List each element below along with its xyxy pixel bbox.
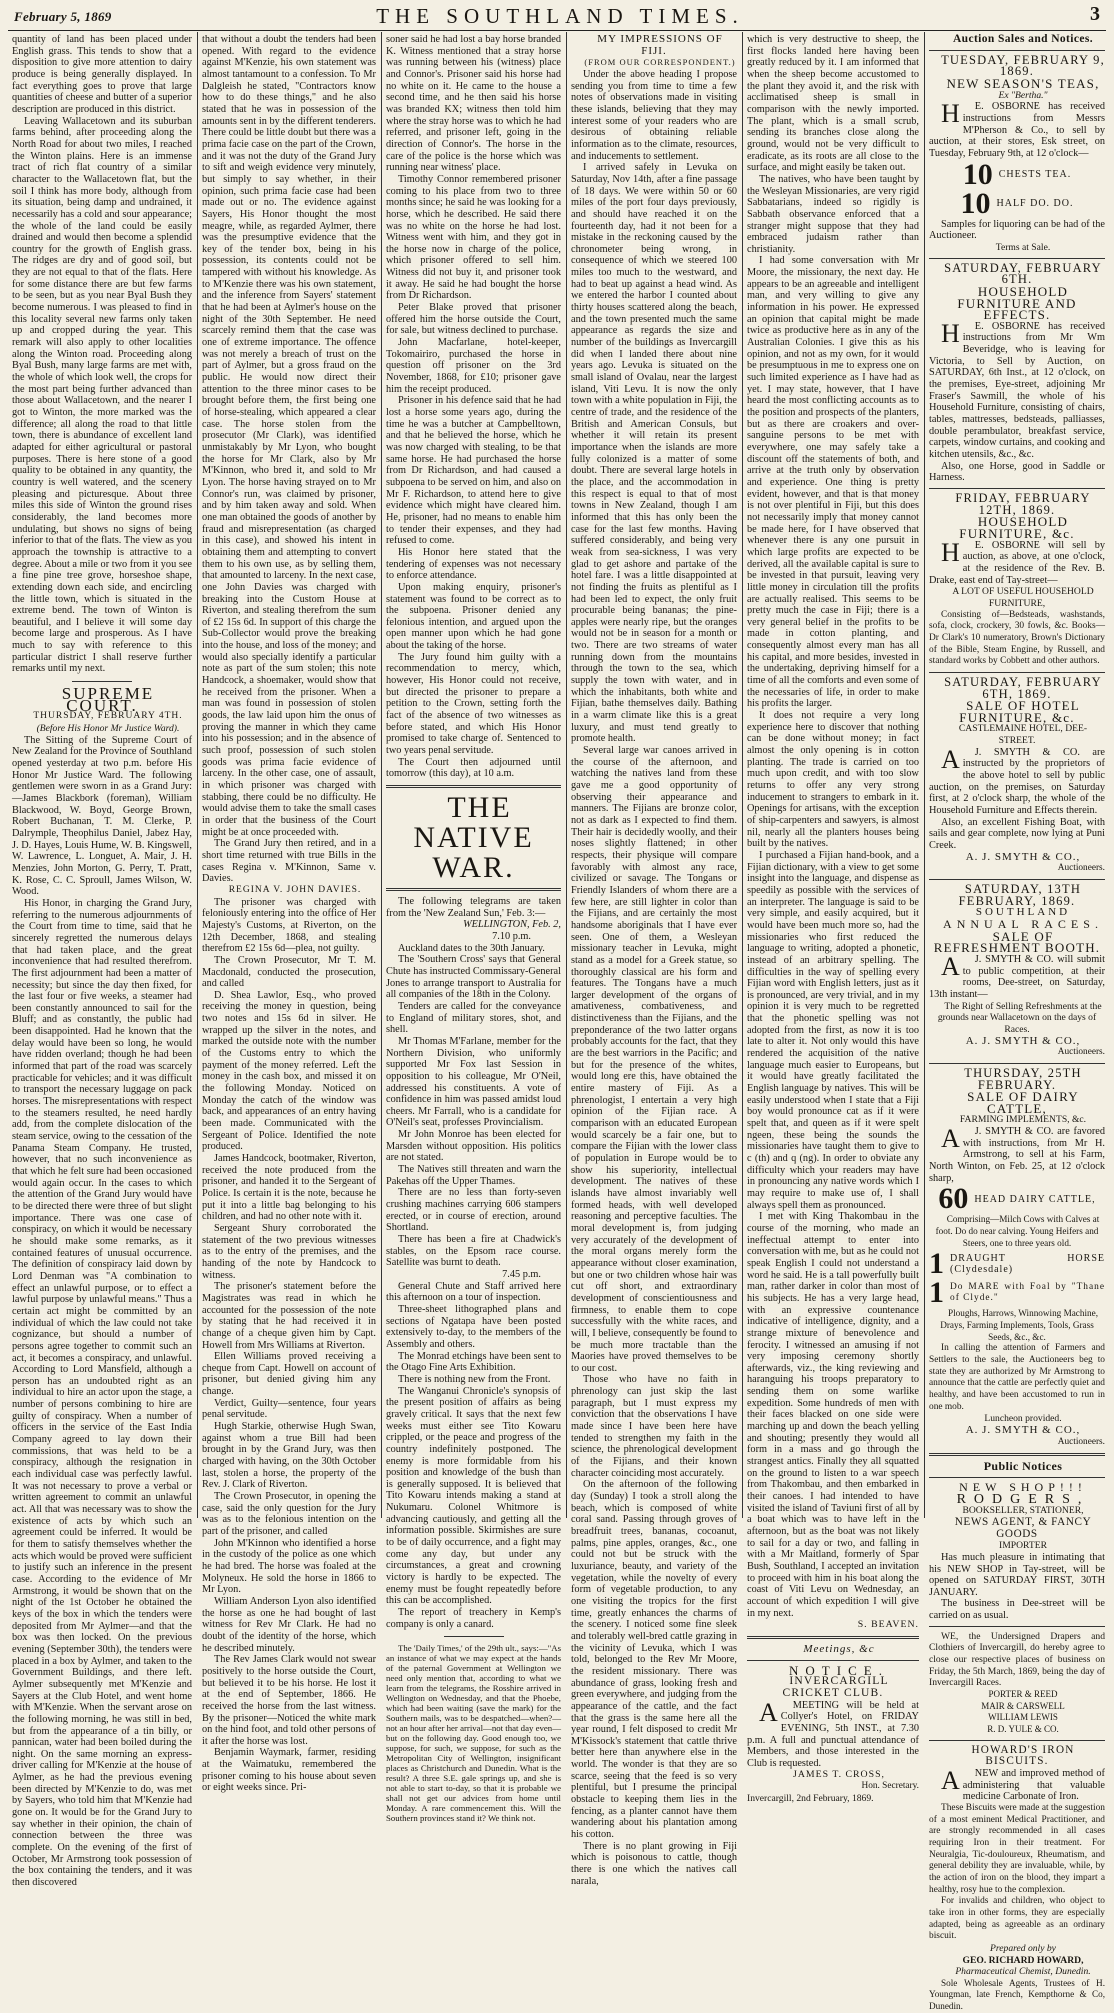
article-paragraph: The prisoner was charged with feloniously entering into the office of Her Majesty's Customs, at Riverton, on the 12th December, 1868, and stealing therefrom £2 15s 6d—plea, not guilty. (202, 896, 376, 955)
column-6-advertisements (929, 33, 1105, 2012)
article-paragraph: There is no plant growing in Fiji which is poisonous to cattle, though there is one which the natives call narala, (571, 1840, 737, 1887)
shop-name: RODGERS, (956, 1491, 1090, 1507)
case-heading: REGINA V. JOHN DAVIES. (228, 884, 362, 895)
drapers-name: WILLIAM LEWIS (988, 1712, 1058, 1723)
ad-body: Has much pleasure in intimating that his NEW SHOP in Tay-street, will be opened on SATURDAY FIRST, 30TH JANUARY. (929, 1551, 1105, 1598)
article-paragraph: Sergeant Shury corroborated the statement of the two previous witnesses as to the entry of the premises, and the handing of the note by Handcock to witness. (202, 1222, 376, 1281)
drop-cap: A (941, 1124, 960, 1154)
column-divider (381, 32, 382, 1518)
ad-title: SALE OF REFRESHMENT BOOTH. (933, 928, 1101, 956)
ad-title: HOWARD'S IRON BISCUITS. (971, 1743, 1075, 1768)
ad-body: H E. OSBORNE will sell by auction, as above, at one o'clock, at the residence of the Rev. B. Drake, east end of Tay-street— (929, 537, 1105, 586)
column-divider (742, 32, 743, 1518)
ad-note: The business in Dee-street will be carried on as usual. (929, 1598, 1105, 1622)
article-paragraph: I had some conversation with Mr Moore, the missionary, the next day. He appears to be an agreeable and intelligent man, and very willing to give any information in his power. He expressed an opinion that capital might be made twice as productive here as in any of the Australian Colonies. I give this as his opinion, and not as my own, for it would be presumptuous in me to express one on such limited experience as I have had as yet. I may state, however, that I have heard the most conflicting accounts as to the position and prospects of the planters, but as there are croakers and over-sanguine persons to be met with everywhere, one may safely take a discount off the statements of both, and arrive at the truth only by observation and experience. One thing is pretty evident, however, and that is that money is not over plentiful in Fiji, but this does not necessarily imply that money cannot be made here, for I have observed that whenever there is any one pursuit in which large profits are expected to be derived, all the available capital is sure to be invested in that pursuit, leaving very little money in circulation till the profits are actually realised. This seems to be pretty much the case in Fiji; there is a very general belief in the profits to be made in cotton planting, and consequently almost every man has all his capital, and more besides, invested in the undertaking, depriving himself for a time of all the comforts and even some of the necessaries of life, in order to make his profits the larger. (747, 255, 919, 710)
dateline-time: 7.45 p.m. (502, 1269, 541, 1280)
ad-list: Consisting of—Bedsteads, washstands, sofa, clock, crockery, 30 fowls, &c. Books—Dr Clark's 10 numeratory, Brown's Dictionary of the Bible, Steam Engine, by Russell, and standard works by Cobbett and other authors. (929, 609, 1105, 667)
drapers-name: PORTER & REED (988, 1689, 1058, 1700)
drop-cap: H (941, 537, 960, 567)
ad-date: SATURDAY, FEBRUARY 6TH, 1869. (944, 674, 1102, 701)
article-paragraph: There are no less than forty-seven crushing machines carrying 606 stampers erected, or in course of erection, around Shortland. (386, 1187, 561, 1234)
column-divider (924, 32, 925, 1518)
article-paragraph: The prisoner's statement before the Magistrates was read in which he accounted for the possession of the note by stating that he had received it in change of a cheque given him by Capt. Howell from Mrs Williams at Riverton. (202, 1281, 376, 1351)
article-paragraph: The following telegrams are taken from the 'New Zealand Sun,' Feb. 3:— (386, 896, 561, 919)
divider (72, 681, 132, 682)
ad-terms: Terms at Sale. (995, 241, 1051, 253)
article-paragraph: The Crown Prosecutor, Mr T. M. Macdonald, conducted the prosecution, and called (202, 954, 376, 990)
article-paragraph: Three-sheet lithographed plans and sections of Ngatapa have been posted extensively to-day, to the members of the Assembly and others. (386, 1303, 561, 1350)
dateline-time: 7.10 p.m. (492, 930, 531, 942)
ad-note: Also, an excellent Fishing Boat, with sails and gear complete, now lying at Puni Creek. (929, 816, 1105, 852)
cricket-notice: A MEETING will be held at Collyer's Hotel, on FRIDAY EVENING, 5th INST., at 7.30 p.m. A full and punctual attendance of Members, and those interested in the Club is requested. (747, 1697, 919, 1769)
column-divider (566, 32, 567, 1518)
column-5 (747, 34, 919, 1804)
ad-item: The Right of Selling Refreshments at the grounds near Wallacetown on the days of Races. (937, 1000, 1102, 1035)
article-paragraph: His Honor here stated that the tendering of expenses was not necessary to enforce attendance. (386, 546, 561, 582)
ad-note: Luncheon provided. (984, 1413, 1062, 1425)
article-paragraph: Hugh Starkie, otherwise Hugh Swan, against whom a true Bill had been brought in by the Grand Jury, was then charged with having, on the 30th October last, stolen a horse, the property of the Rev. J. Clark of Riverton. (202, 1421, 376, 1491)
lot-line: 60 HEAD DAIRY CATTLE, (938, 1182, 1096, 1216)
author-signature: S. BEAVEN. (857, 1619, 919, 1631)
auctioneer-name: A. J. SMYTH & CO., (965, 1423, 1081, 1436)
drop-cap: A (941, 1766, 960, 1795)
shop-title: NEW SHOP!!! (959, 1479, 1087, 1494)
ad-body: For invalids and children, who object to take iron in other forms, they are especially adapted, being as agreeable as an ordinary biscuit. (929, 1896, 1105, 1942)
meetings-heading: Meetings, &c (803, 1642, 875, 1655)
column-3 (386, 34, 562, 1824)
article-paragraph: Benjamin Waymark, farmer, residing at the Waimatuku, remembered the prisoner coming to his house about seven or eight weeks since. Pri- (202, 1747, 376, 1794)
ad-agents: Sole Wholesale Agents, Trustees of H. Youngman, late French, Kempthorne & Co, Dunedin. (929, 1977, 1105, 2012)
article-paragraph: Upon making enquiry, prisoner's statement was found to be correct as to the subpoena. Prisoner denied any felonious intention, and argued upon the open manner upon which he had gone about the taking of the horse. (386, 581, 561, 652)
divider (747, 1636, 919, 1639)
divider (929, 1477, 1105, 1478)
drop-cap: H (941, 318, 960, 348)
article-paragraph: The Natives still threaten and warn the Pakehas off the Upper Thames. (386, 1164, 561, 1187)
article-paragraph: quantity of land has been placed under English grass. This tends to show that a disposition to give more attention to dairy produce is being generally displayed. In fact everything goes to prove that large quantities of cheese and butter of a superior description are produced in this district. (12, 34, 192, 115)
section-heading: MY IMPRESSIONS OF FIJI. (597, 33, 723, 57)
ad-body: H E. OSBORNE has received instructions from Messrs M'Pherson & Co., to sell by auction, at their stores, Esk street, on Tuesday, February 9th, at 12 o'clock— (929, 99, 1105, 159)
article-paragraph: The Jury found him guilty with a recommendation to mercy, which, however, His Honor could not receive, but directed the prisoner to prepare a petition to the Crown, setting forth the fact of the absence of two witnesses as before stated, and which His Honor promised to take charge of. Sentenced to two years penal servitude. (386, 651, 561, 757)
article-paragraph: It does not require a very long experience here to discover that nothing can be done without money; in fact almost the only opening is in cotton planting. The trade is carried on too much upon credit, and with too slow returns to offer any very strong inducement to strangers to embark in it. Openings for artisans, with the exception of ship-carpenters and sawyers, is almost nil, nearly all the planters houses being built by the natives. (747, 710, 919, 850)
dateline: WELLINGTON, Feb. 2, (463, 919, 561, 931)
article-paragraph: The Monrad etchings have been sent to the Otago Fine Arts Exhibition. (386, 1350, 561, 1374)
ad-body: H E. OSBORNE has received instructions from Mr Wm Beveridge, who is leaving for Victoria, to Sell by Auction, on SATURDAY, 6th Inst., at 12 o'clock, on the premises, Eye-street, adjoining Mr Fraser's Sawmill, the whole of his Household Furniture, consisting of chairs, tables, mattresses, bedsteads, palliasses, double perambulator, breakfast service, carpets, window curtains, and cooking and kitchen utensils, &c., &c. (929, 318, 1105, 461)
article-paragraph: that without a doubt the tenders had been opened. With regard to the evidence against M'Kenzie, his own statement was almost tantamount to a confession. To Mr Dalgleish he stated, "Contractors know how to do these things," and he also stated that he was in possession of the amounts sent in by the different tenderers. There could be little doubt but there was a prima facie case on the part of the Crown, and it was not the duty of the Grand Jury to sift and weigh evidence very minutely, but simply to say whether, in their opinion, such prima facie case had been made out or no. The evidence against Sayers, His Honor thought the most meagre, while, as regarded Aylmer, there was the presumptive evidence that the key of the tender box, being in his possession, its contents could not be tampered with without his knowledge. As to M'Kenzie there was his own statement, and the inference from Sayers' statement that he had been at Aylmer's house on the night of the 30th September. He need scarcely remind them that the case was one of extreme importance. The offence was not merely a breach of trust on the part of Aylmer, but a gross fraud on the public. He would now direct their attention to the three minor cases to be brought before them, the first being one of horse-stealing, which appeared a clear case. The horse stolen from the prosecutor (Mr Clark), was identified unmistakably by Mr Lyon, who bought the horse for Mr Clark, also by Mr M'Kinnon, who bred it, and sold to Mr Lyon. The horse having strayed on to Mr Connor's run, was claimed by prisoner, and by him taken away and sold. When one man obtained the goods of another by fraud and misrepresentation (as charged in this case), and showed his intent in obtaining them and attempting to convert them to his own use, as by selling them, that amounted to larceny. In the next case, one John Davies was charged with breaking into the Custom House at Riverton, and stealing therefrom the sum of £2 15s 6d. In support of this charge the Sub-Collector would prove the breaking into the house, and loss of the money; and would also specially identify a particular note as part of the sum stolen; this note Handcock, a shoemaker, would show that he received from the prisoner. When a man was found in possession of stolen goods, the law laid upon him the onus of proving the manner in which they came into his possession; and in the absence of such proof, possession of such stolen goods was prima facie evidence of larceny. In the other case, one of assault, in which prisoner was charged with stabbing, there could be no difficulty. He would advise them to take the small cases in order that the business of the Court might be at once proceeded with. (202, 34, 376, 838)
divider (929, 1063, 1105, 1064)
ad-body: A J. SMYTH & CO. will submit to public competition, at their rooms, Dee-street, on Saturday, 13th instant— (929, 951, 1105, 1000)
section-heading: Public Notices (983, 1459, 1063, 1474)
ad-body: These Biscuits were made at the suggestion of a most eminent Medical Practitioner, and are strongly recommended in all cases requiring Iron in their treatment. For Neuralgia, Tic-douloureux, Rheumatism, and general debility they are invaluable, while, by the action of iron on the blood, they impart a healthy, rosy hue to the complexion. (929, 1802, 1105, 1895)
ad-subtitle: Ex "Bertha." (998, 89, 1048, 101)
ad-title: NEW SEASON'S TEAS, (946, 75, 1100, 91)
article-paragraph: Ellen Williams proved receiving a cheque from Capt. Howell on account of prisoner, but denied giving him any change. (202, 1351, 376, 1398)
cricket-date: Invercargill, 2nd February, 1869. (747, 1792, 874, 1804)
auctioneer-role: Auctioneers. (1057, 863, 1105, 874)
ad-note: Also, one Horse, good in Saddle or Harness. (929, 460, 1105, 484)
ad-title: SOUTHLAND (975, 906, 1071, 919)
divider (929, 50, 1105, 51)
ad-title: SALE OF DAIRY CATTLE, (967, 1089, 1079, 1116)
ad-body: A NEW and improved method of administering that valuable medicine Carbonate of Iron. (929, 1768, 1105, 1803)
auctioneer-name: A. J. SMYTH & CO., (965, 850, 1081, 863)
article-paragraph: The report of treachery in Kemp's company is only a canard. (386, 1607, 561, 1630)
column-2 (202, 34, 377, 1794)
article-paragraph: Timothy Connor remembered prisoner coming to his place from two to three months since; he said he was looking for a horse, which he described. He said there was no white on the horse he had lost. Witness went with him, and they got in the horse now in charge of the police, which prisoner offered to sell him. Witness did not buy it, and prisoner took it away. He said he had bought the horse from Dr Richardson. (386, 173, 562, 302)
ad-body: A J. SMYTH & CO. are instructed by the proprietors of the above hotel to sell by public auction, on the premises, on Saturday first, at 2 o'clock sharp, the whole of the Household Furniture and Effects therein. (929, 744, 1105, 817)
column-divider (197, 32, 198, 1518)
article-paragraph: Prisoner in his defence said that he had lost a horse some years ago, during the time he was a butcher at Campbelltown, and that he believed the horse, which he was now charged with stealing, to be that same horse. He had purchased the horse from Dr Richardson, and had caused a subpoena to be served on him, and also on Mr F. Richardson, to attend here to give evidence which might have cleared him. He, prisoner, had no means to enable him to tender their expenses, and they had refused to come. (386, 395, 561, 547)
drop-cap: A (759, 1697, 778, 1727)
article-paragraph: There has been a fire at Chadwick's stables, on the Epsom race course. Satellite was burnt to death. (386, 1234, 561, 1269)
ad-note: Prepared only by (990, 1942, 1056, 1954)
article-paragraph: William Anderson Lyon also identified the horse as one he had bought of last witness for Rev Mr Clark. He had no doubt of the identity of the horse, which he described minutely. (202, 1595, 376, 1654)
ad-note: In calling the attention of Farmers and Settlers to the sale, the Auctioneers beg to state they are authorized by Mr Armstrong to announce that the cattle are perfectly quiet and healthy, and have been accustomed to run in one mob. (929, 1343, 1105, 1412)
divider (929, 672, 1105, 673)
ad-note: Samples for liquoring can be had of the Auctioneer. (929, 218, 1105, 242)
section-heading: THE NATIVE WAR. (413, 791, 534, 884)
article-paragraph: I met with King Thakombau in the course of the morning, who made an ineffectual attempt to enter into conversation with me, but as he could not speak English I could not understand a word he said. He is a tall powerfully built man, rather darker in color than most of his subjects. He has a very large head, with an expressive countenance indicative of intelligence, dignity, and a strange mixture of benevolence and ferocity. I witnessed an amusing if not very imposing ceremony shortly afterwards, viz., the king reviewing and haranguing his troops preparatory to sending them on some warlike expedition. Some hundreds of men with their faces blacked on one side were marching up and down the beach yelling and shouting; presently they would all form in a mass and go through the strangest antics. Finally they all squatted on the ground to listen to a war speech from Thakombau, and then embarked in their canoes. I had intended to have visited the island of Taviuni first of all by a boat which was to have left in the afternoon, but as the boat was not likely to sail for a day or two, and falling in with a Mr Maitland, formerly of Spar Bush, Southland, I accepted an invitation to proceed with him in his boat along the coast of Viti Levu on Wednesday, an account of which expedition I will give in my next. (747, 1211, 919, 1619)
lot-line: 10 CHESTS TEA. (962, 157, 1072, 191)
article-paragraph: Under the above heading I propose sending you from time to time a few notes of observations made in visiting these islands, believing that they may interest some of your readers who are desirous of obtaining reliable information as to the climate, resources, and inducements to settlement. (571, 68, 737, 162)
lot-line: 1 DRAUGHT HORSE (Clydesdale) (929, 1247, 1105, 1281)
ad-subtitle: CASTLEMAINE HOTEL, DEE-STREET. (958, 723, 1088, 747)
divider (386, 785, 561, 788)
ad-title: ANNUAL RACES. (943, 916, 1103, 931)
shop-subtitle: BOOKSELLER, STATIONER, (962, 1505, 1084, 1517)
cricket-heading: INVERCARGILL CRICKET CLUB. (782, 1675, 889, 1699)
article-paragraph: The Wanganui Chronicle's synopsis of the present position of affairs as being gravely critical. It says that the next few weeks must either see Tito Kowaru crippled, or the peace and progress of the country indefinitely postponed. The enemy is more formidable from his position and knowledge of the bush than is generally supposed. It is believed that Tito Kowaru intends making a stand at Nukumaru. Colonel Whitmore is advancing cautiously, and getting all the information possible. Skirmishes are sure to be of daily occurrence, and a fight may come any day, but under any circumstances, a great and crowning victory is hardly to be expected. The enemy must be fought repeatedly before this can be accomplished. (386, 1385, 561, 1607)
court-before: (Before His Honor Mr Justice Ward). (36, 723, 180, 735)
article-paragraph: John Macfarlane, hotel-keeper, Tokomairiro, purchased the horse in question off prisoner on the 3rd November, 1868, for £10; prisoner gave him the receipt produced. (386, 337, 561, 395)
drop-cap: A (941, 744, 960, 774)
divider (929, 258, 1105, 259)
ad-date: SATURDAY, 13TH FEBRUARY, 1869. (958, 882, 1082, 908)
auctioneer-role: Auctioneers. (1057, 1436, 1105, 1447)
ad-list: Comprising—Milch Cows with Calves at foot. Do do near calving. Young Heifers and Steers, one to three years old. (935, 1214, 1100, 1248)
divider (929, 488, 1105, 489)
ad-date: SATURDAY, FEBRUARY 6TH. (944, 260, 1102, 287)
ad-list: Ploughs, Harrows, Winnowing Machine, Drays, Farming Implements, Tools, Grass Seeds, &c., &c. (940, 1308, 1099, 1342)
article-paragraph: General Chute and Staff arrived here this afternoon on a tour of inspection. (386, 1280, 561, 1304)
column-4 (571, 33, 737, 1887)
ad-lot: A LOT OF USEFUL HOUSEHOLD FURNITURE, (952, 586, 1094, 609)
ad-date: FRIDAY, FEBRUARY 12TH, 1869. (955, 491, 1091, 517)
drapers-name: R. D. YULE & CO. (987, 1724, 1059, 1735)
article-paragraph: His Honor, in charging the Grand Jury, referring to the numerous adjournments of the Court from time to time, said that he sincerely regretted the numerous delays that had taken place, and the great inconvenience that had resulted therefrom. The first adjournment had been a matter of necessity; but since the day then fixed, for the last four or five weeks, a steamer had been constantly announced to sail for the Bluff; and as constantly, the public had been disappointed. Had he known that the delay would have been so long, he would have ridden overland; though he had been informed that part of the road was scarcely practicable for vehicles; and it was difficult to transport the necessary luggage on pack horses. The misrepresentations with respect to the steamers resulted, he need hardly add, from the complete dislocation of the steam service, owing to the cessation of the Panama Steam Company. He trusted, however, that no such inconvenience as that which he felt sure had been occasioned would again occur. In the cases to which the attention of the Grand Jury would have to be directed there were three of but slight importance. There was one case of conspiracy, on which it would be necessary he should make some remarks, as it contained features of unusual occurrence. The definition of conspiracy laid down by Lord Denman was "A combination to effect an unlawful purpose, or to effect a lawful purpose by unlawful means." Thus a certain act might be committed by an individual of which the law could not take cognizance, but should a number of persons agree together to commit such an act, it becomes a conspiracy, and unlawful. According to Lord Mansfield, although a person has an undoubted right as an individual to hire an actor upon the stage, a number of persons combining to hire are guilty of conspiracy. When a number of officers in the service of the East India Company agreed to lay down their commissions, that was held to be a conspiracy, although the resignation in each individual case was perfectly lawful. It was not necessary to prove a verbal or written agreement to commit an unlawful act. All that was necessary was to show the existence of acts by which such an agreement could be inferred. It would be for them to satisfy themselves whether the acts which would be proved were sufficient to justify such an inference in the present case. According to the evidence of Mr Armstrong, it would be shown that on the night of the 1st October he obtained the keys of the box in which the tenders were deposited from Mr Aylmer—and that the box was then locked. On the previous evening (September 30th), the tenders were placed in a box by Aylmer, and taken to the Government Buildings, and there left. Aylmer subsequently met M'Kenzie and Sayers at the Club Hotel, and went home with M'Kenzie. When the servant arose on the following morning, he was still in bed, but from the appearance of a tin billy, or pannican, water had been boiled during the night. On the same morning an express-driver calling for M'Kenzie at the house of Aylmer, as he had the previous evening been directed by M'Kenzie to do, was met by Sayers, who told him that M'Kenzie had gone on. It would be for the Grand Jury to say whether in their opinion, the chain of connection between the three was complete. On the evening of the first of October, Mr Armstrong took possession of the box containing the tenders, and it was then discovered (12, 897, 192, 1889)
section-heading: Auction Sales and Notices. (952, 33, 1094, 45)
article-paragraph: Auckland dates to the 30th January. (398, 942, 545, 954)
article-paragraph: D. Shea Lawlor, Esq., who proved receiving the money in question, being two notes and 15s 6d in silver. He wrapped up the silver in the notes, and marked the outside note with the number of the Customs entry to which the payment of the money referred. Left the money in the cash box, and missed it on the following Monday. Noticed on Monday the catch of the window was back, and appearances of an entry having been made. Communicated with the Sergeant of Police. Identified the note produced. (202, 989, 376, 1153)
masthead (0, 0, 1114, 30)
article-paragraph: which is very destructive to sheep, the first flocks landed here having been greatly reduced by it. I am informed that when the sheep become accustomed to the plant they avoid it, and the risk with acclimatised sheep is small in comparison with the newly imported. The plant, which is a small scrub, sending its branches close along the ground, would not be very difficult to eradicate, as its roots are all close to the surface, and might easily be taken out. (747, 34, 919, 174)
article-paragraph: Mr Thomas M'Farlane, member for the Northern Division, who uniformly supported Mr Fox last Session in opposition to his colleague, Mr O'Neil, addressed his constituents. A vote of confidence in him was passed amidst loud cheers. Mr Farrall, who is a candidate for O'Neil's seat, professes Provincialism. (386, 1035, 561, 1129)
ad-subtitle: FARMING IMPLEMENTS, &c. (959, 1114, 1087, 1126)
newspaper-title: THE SOUTHLAND TIMES. (376, 4, 744, 28)
article-paragraph: James Handcock, bootmaker, Riverton, received the note produced from the prisoner, and handed it to the Sergeant of Police. Is certain it is the note, because he put it into a little bag belonging to his children, and had no other note with it. (202, 1153, 377, 1223)
notice-heading: NOTICE. (789, 1662, 889, 1678)
article-paragraph: Verdict, Guilty—sentence, four years penal servitude. (202, 1397, 376, 1421)
divider (386, 888, 561, 891)
article-paragraph: Those who have no faith in phrenology can just skip the last paragraph, but I must express my conviction that the observations I have made since I have been here have tended to strengthen my faith in the science, the phrenological development of the Fijians, and their known character coinciding most accurately. (571, 1374, 737, 1479)
shop-title-2: NEWS AGENT, & FANCY GOODS (954, 1515, 1092, 1540)
chemist-name: GEO. RICHARD HOWARD, (962, 1954, 1084, 1966)
ad-body: A J. SMYTH & CO. are favored with instructions, from Mr H. Armstrong, to sell at his Farm, North Winton, on Feb. 25, at 12 o'clock sharp, (929, 1124, 1105, 1184)
article-paragraph: Leaving Wallacetown and its suburban farms behind, after proceeding along the North Road for about two miles, I reached the Winton plains. Here is an immense tract of rich flat country of a similar character to the Wallacetown flat, but the soil I think has more body, although from its situation, being damp and undrained, it necessarily has a cold and sour appearance; the whole of the land could be easily drained and would then become a splendid country for the growth of English grass. The ridges are dry and of good soil, but they are not equal to that of the flats. Here for some distance there are but few farms to be seen, but as you near Byal Bush they become numerous. I was pleased to find in this locality several new farms only taken up and cropped during the year. This remark will also apply to other localities along the Winton road. Proceeding along Byal Bush, many large farms are met with, the whole of which look well, the crops for the most part being further advanced than those about Wallacetown, and the nearer I got to Winton, the more marked was the difference; all along the road to that little town, there is abundance of excellent land adapted for either agricultural or pastoral purposes. There is here stone of a good quality to be obtained in any quantity, the country is well watered, and the scenery pleasing and picturesque. About three miles this side of Winton the ground rises considerably, the land becomes more undulating, but shows no signs of being inferior to that of the flats. The view as you approach the township is attractive to a degree. About a mile or two from it you see a fine pine tree grove, horseshoe shape, extending down each side, and encircling the little town, which is situated in the extreme bend. The town of Winton is beautiful, and I believe it will some day become large and prosperous. As I have much to say with reference to this particular district I shall reserve further remarks until my next. (12, 115, 192, 675)
article-paragraph: Peter Blake proved that prisoner offered him the horse outside the Court, for sale, but witness declined to purchase. (386, 302, 561, 337)
ad-title: SALE OF HOTEL FURNITURE, &c. (959, 698, 1080, 725)
ad-date: THURSDAY, 25TH FEBRUARY. (964, 1065, 1082, 1092)
article-paragraph: On the afternoon of the following day (Sunday) I took a stroll along the beach, which is composed of white coral sand. Passing through groves of breadfruit trees, bananas, cocoanut, palms, pine apples, oranges, &c., one could not but be struck with the luxuriance, beauty, and variety of the vegetation, while the novelty of every form of vegetable production, to any one visiting the tropics for the first time, greatly enhances the charms of the scenery. I noticed some fine sleek and tolerably well-bred cattle grazing in the vicinity of Levuka, which I was told, belonged to the Rev Mr Moore, the resident missionary. There was abundance of grass, looking fresh and green everywhere, and judging from the appearance of the cattle, and the fact that the grass is the same here all the year round, I felt disposed to credit Mr M'Kissock's statement that cattle thrive better here than anywhere else in the world. The wonder is that they are so scarce, seeing that the feed is so very plentiful, but I presume the principal obstacle to keeping them lies in the fencing, as a planter cannot have them wandering about his plantation among his cotton. (571, 1479, 737, 1841)
article-paragraph: The Crown Prosecutor, in opening the case, said the only question for the Jury was as to the felonious intention on the part of the prisoner, and called (202, 1491, 376, 1537)
divider (444, 1636, 504, 1637)
auctioneer-role: Auctioneers. (1057, 1047, 1105, 1058)
article-paragraph: The Rev James Clark would not swear positively to the horse outside the Court, but believed it to be his horse. He lost it at the end of September, 1866. He received the horse from the last witness. By the prisoner—Noticed the white mark on the hind foot, and told other persons of it after the horse was lost. (202, 1654, 376, 1747)
ad-date: TUESDAY, FEBRUARY 9, 1869. (941, 52, 1105, 79)
article-paragraph: Several large war canoes arrived in the course of the afternoon, and watching the natives land from these gave me a good opportunity of observing their appearance and manners. The Fijians are bronze color, not as dark as I expected to find them. Their hair is decidedly woolly, and their noses slightly flattened; in other respects, their physique will compare favorably with almost any race, civilized or savage. The Tongans or Friendly Islanders of whom there are a few here, are still lighter in color than the Fijians, and are certainly the most handsome aboriginals that I have ever seen. One of them, a Wesleyan missionary teacher in Levuka, might stand as a model for a Greek statue, so thoroughly classical are his form and features. The Tongans have a much larger development of the organs of amativeness, combativeness, and distinctiveness than the Fijians, and the preponderance of the two latter organs probably accounts for the fact, that they are the best warriors in the Pacific; and but for the presence of the whites, would long ere this, have obtained the entire mastery of Fiji. As a phrenologist, I entertain a very high opinion of the Fijian race. A comparison with an educated European would scarcely be a fair one, but to compare the Fijian with the lower class of population in Europe would be to show his superiority, intellectual development. The natives of these islands have almost invariably well formed heads, with well developed reasoning and perceptive faculties. The moral development is, from judging very accurately of the development of the moral organs merely form the appearance without closer examination, but one or two children whose hair was cut off short, and extraordinary development of conscientiousness and firmness, to enable them to cope successfully with the white races, and will, I believe, consequently be found to be much more tractable than the Maories have proved themselves to be to our cost. (571, 745, 737, 1374)
cricket-signature: JAMES T. CROSS, (793, 1769, 885, 1781)
article-paragraph: Tenders are called for the conveyance to England of military stores, shot, and shell. (386, 1000, 561, 1036)
drapers-name: MAIR & CARSWELL (981, 1700, 1065, 1711)
article-paragraph: Mr John Monroe has been elected for Marsden without opposition. His politics are not stated. (386, 1129, 561, 1164)
court-date: THURSDAY, FEBRUARY 4TH. (33, 711, 183, 722)
footnote-paragraph: The 'Daily Times,' of the 29th ult., says:—"As an instance of what we may expect at the hands of the paternal Government at Wellington we need only mention that, according to what we learn from the telegrams, the Rosshire arrived in Wellington on Wednesday, and that the Phoebe, which had been waiting (save the mark) for the Southern mails, was to be despatched—when?—not an hour after her arrival—not that day even—but on the following day. Good enough too, we suppose, for such, we suppose, for such as the Metropolitan City of Wellington, insignificant places as Christchurch and Dunedin. What is the result? A three S.E. gale springs up, and she is not able to start to-day, so that it is probable we shall not get our advices from home until Monday. A rare commencement this. Will the Southern provinces stand it? We think not. (386, 1643, 561, 1824)
lot-line: 1 Do MARE with Foal by "Thane of Clyde." (929, 1276, 1105, 1310)
divider (929, 1453, 1105, 1456)
page-number: 3 (1090, 3, 1100, 25)
article-paragraph: The Sitting of the Supreme Court of New Zealand for the Province of Southland opened yesterday at two p.m. before His Honor Mr Justice Ward. The following gentlemen were sworn in as a Grand Jury:—James Blackbork (foreman), William Blackwood, W. Boyd, George Brown, Robert Buchanan, T. M. Clerke, P. Dalrymple, Theophilus Daniel, Jabez Hay, J. D. Hayes, Louis Hume, W. B. Kingswell, W. Lawrence, L. Longuet, A. Mair, J. H. Menzies, John Morton, G. Perry, T. Pratt, K. Rose, C. C. Sproull, James Wilson, W. Wood. (12, 734, 192, 898)
column-1 (12, 34, 192, 1889)
article-paragraph: The natives, who have been taught by the Wesleyan Missionaries, are very rigid Sabbatarians, indeed so rigidly is Sabbath observance enforced that a stranger might suppose that they had embraced judaism rather than christianity. (747, 173, 919, 255)
section-heading: SUPREME COURT. (61, 684, 155, 715)
article-paragraph: soner said he had lost a bay horse branded K. Witness mentioned that a stray horse was running between his (witness) place and Connor's. Prisoner said his horse had no white on it. He came to the house a second time, and he then said his horse was branded KX; witness then told him where the stray horse was to which he had referred, and prisoner left, going in the direction of Connor's. The horse in the care of the police is the horse which was running near witness' place. (386, 34, 561, 174)
divider (747, 1660, 919, 1661)
issue-date: February 5, 1869 (14, 9, 112, 24)
article-paragraph: The Grand Jury then retired, and in a short time returned with true Bills in the cases Regina v. M'Kinnon, Same v. Davies. (202, 838, 376, 885)
drapers-notice: WE, the Undersigned Drapers and Clothiers of Invercargill, do hereby agree to close our respective places of business on Friday, the 5th March, 1869, being the day of Invercargill Races. (929, 1630, 1105, 1689)
cricket-role: Hon. Secretary. (861, 1781, 919, 1792)
drop-cap: H (941, 99, 960, 129)
divider (929, 1740, 1105, 1741)
article-paragraph: I purchased a Fijian hand-book, and a Fijian dictionary, with a view to get some insight into the language, and dispense as speedily as possible with the services of an interpreter. The language is said to be very simple, and easily acquired, but it would have been much more so, had the missionaries who first reduced the language to writing, adopted a phonetic, instead of an arbitrary spelling. The difficulties in the way of spelling every Fijian word with English letters, just as it is pronounced, are very trivial, and in my opinion it is very much to be regretted that the phonetic spelling was not adopted from the first, as now it is too late to alter it. Not only would this have rendered the acquisition of the native language much easier to Europeans, but it would have greatly facilitated the English language by natives. This will be easily understood when I state that a Fiji boy would pronounce cat as if it were spelt that, and queen as if it were spelt ngeen, these being the sounds the missionaries have taught them to give to c (th) and q (ng). In order to obviate any difficulty which your readers may have in pronouncing any native words which I may require to make use of, I shall always spell them as pronounced. (747, 849, 919, 1211)
divider (929, 1626, 1105, 1627)
article-paragraph: I arrived safely in Levuka on Saturday, Nov 14th, after a fine passage of 18 days. We were within 50 or 60 miles of the port four days previously, and should have reached it on the fourteenth day, had it not been for a mistake in the reckoning caused by the chronometer being wrong, in consequence of which we steered 100 miles too much to the westward, and had to beat up against a head wind. As we entered the harbor I counted about thirty houses scattered along the beach, and the town presented much the same appearance as regards the size and number of the buildings as Invercargill did when I landed there about nine years ago. Levuka is situated on the small island of Ovalau, near the largest island, Viti Levu. It is now the only town with a white population in Fiji, the centre of trade, and the residence of the British and American Consuls, but whether it will retain its present importance when the islands are more fully colonized is a matter of some doubt. There are several large hotels in the place, and the accommodation in this respect is equal to that of most towns in New Zealand, though I am informed that this has only been the case for the last few months. Having suffered considerably, and being very weak from sea-sickness, I was very glad to get ashore and partake of the hotel fare. I was a little disappointed at not finding the fruits as plentiful as I had been led to expect, the only fruit procurable being bananas; the pine-apples were nearly ripe, but the oranges would not be in season for a month or two. There are two streams of water running down from the mountains through the town to the sea, which supply the town with water, and in which the inhabitants, both white and Fijian, bathe themselves daily. Bathing in a warm climate like this is a great luxury, and must tend greatly to promote health. (571, 162, 737, 745)
ad-title: HOUSEHOLD FURNITURE, &c. (959, 514, 1075, 541)
article-paragraph: John M'Kinnon who identified a horse in the custody of the police as one which he had bred. The horse was foaled at the Molyneux. He sold the horse in 1866 to Mr Lyon. (202, 1537, 376, 1596)
article-paragraph: The Court then adjourned until tomorrow (this day), at 10 a.m. (386, 756, 561, 780)
section-subheading: (FROM OUR CORRESPONDENT.) (584, 57, 736, 68)
article-paragraph: The 'Southern Cross' says that General Chute has instructed Commissary-General Jones to arrange transport to Australia for all companies of the 18th in the Colony. (386, 954, 561, 1001)
shop-subtitle: IMPORTER (999, 1540, 1047, 1552)
divider (929, 879, 1105, 880)
lot-line: 10 HALF DO. DO. (960, 186, 1074, 220)
masthead-rule (8, 30, 1106, 31)
chemist-role: Pharmaceutical Chemist, Dunedin. (955, 1966, 1091, 1978)
auctioneer-name: A. J. SMYTH & CO., (965, 1034, 1081, 1047)
article-paragraph: There is nothing new from the Front. (398, 1373, 551, 1385)
drop-cap: A (941, 951, 960, 981)
ad-title: HOUSEHOLD FURNITURE AND EFFECTS. (957, 283, 1077, 323)
